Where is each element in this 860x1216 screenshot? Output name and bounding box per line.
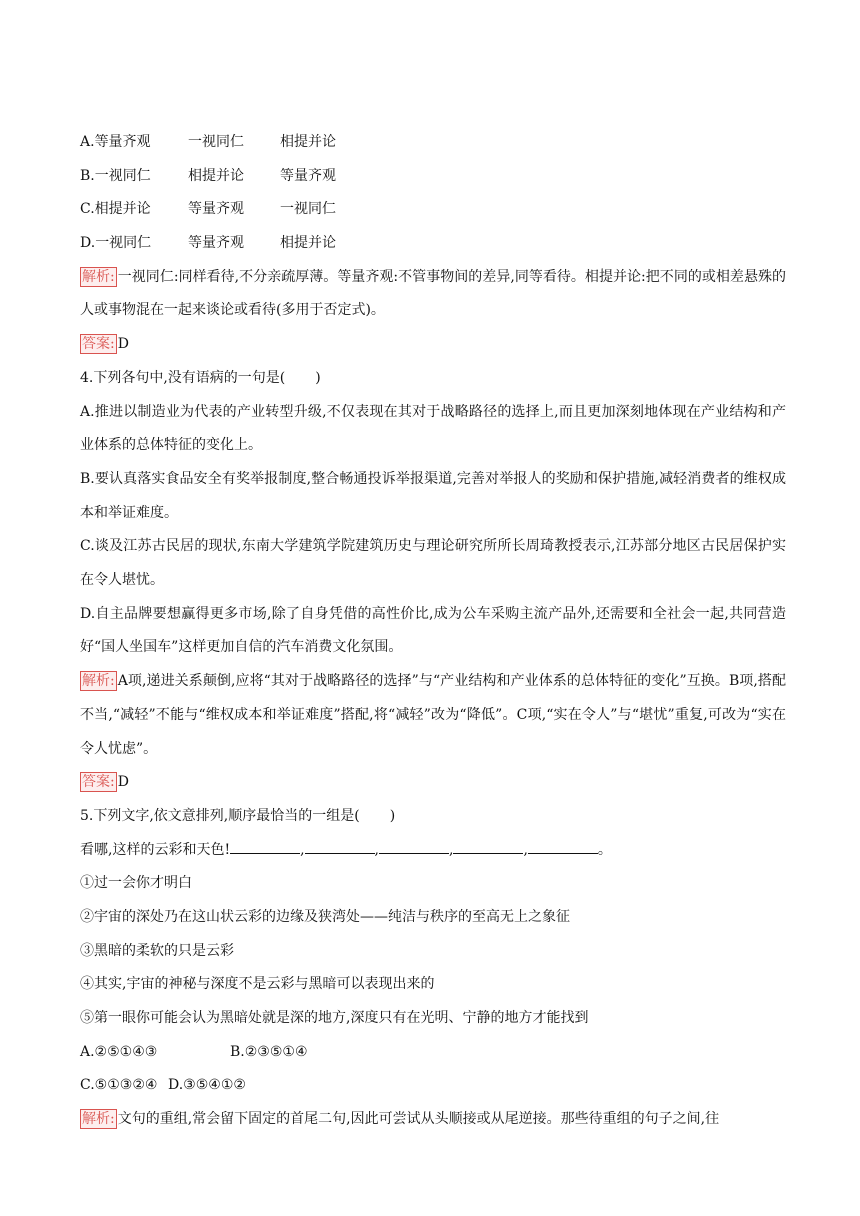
q3-option-a: A.等量齐观 一视同仁 相提并论	[80, 134, 336, 150]
q4-analysis: 解析: A项,递进关系颠倒,应将“其对于战略路径的选择”与“产业结构和产业体系的总体特征的变化”互换。B项,搭配不当,“减轻”不能与“维权成本和举证难度”搭配,将“减轻”改为“降低”。C项,“实在令人”与“堪忧”重复,可改为“实在令人忧虑”。	[80, 673, 786, 757]
blank-5	[528, 837, 598, 854]
q5-item-3: ③黑暗的柔软的只是云彩	[80, 942, 234, 959]
answer-tag: 答案:	[82, 336, 115, 353]
q5-lead: 看哪,这样的云彩和天色! , , , , 。	[80, 834, 786, 868]
q5-item-2: ②宇宙的深处乃在这山状云彩的边缘及狭湾处——纯洁与秩序的至高无上之象征	[80, 909, 570, 926]
q5-item-1: ①过一会你才明白	[80, 875, 192, 892]
q3-answer: 答案: D	[82, 336, 129, 353]
q4-answer: 答案: D	[82, 774, 129, 791]
analysis-tag: 解析:	[82, 268, 115, 285]
q3-option-b: B.一视同仁 相提并论 等量齐观	[80, 167, 336, 184]
analysis-tag: 解析:	[82, 1111, 115, 1128]
blank-2	[305, 837, 375, 854]
q4-option-c: C.谈及江苏古民居的现状,东南大学建筑学院建筑历史与理论研究所所长周琦教授表示,江苏部分地区古民居保护实在令人堪忧。	[80, 538, 786, 589]
q4-stem: 4.下列各句中,没有语病的一句是( )	[80, 369, 321, 386]
q4-option-d: D.自主品牌要想赢得更多市场,除了自身凭借的高性价比,成为公车采购主流产品外,还需要和全社会一起,共同营造好“国人坐国车”这样更加自信的汽车消费文化氛围。	[80, 605, 786, 656]
blank-1	[230, 837, 300, 854]
q4-option-a: A.推进以制造业为代表的产业转型升级,不仅表现在其对于战略路径的选择上,而且更加深刻地体现在产业结构和产业体系的总体特征的变化上。	[80, 403, 786, 454]
q3-option-c: C.相提并论 等量齐观 一视同仁	[80, 201, 336, 218]
q5-analysis: 解析: 文句的重组,常会留下固定的首尾二句,因此可尝试从头顺接或从尾逆接。那些待重组的句子之间,往	[82, 1111, 720, 1128]
q5-choices-cd: C.⑤①③②④ D.③⑤④①②	[80, 1077, 246, 1094]
q3-analysis: 解析: 一视同仁:同样看待,不分亲疏厚薄。等量齐观:不管事物间的差异,同等看待。相提并论:把不同的或相差悬殊的人或事物混在一起来谈论或看待(多用于否定式)。	[80, 268, 786, 319]
q5-item-4: ④其实,宇宙的神秘与深度不是云彩与黑暗可以表现出来的	[80, 976, 435, 993]
q5-choices-ab: A.②⑤①④③ B.②③⑤①④	[80, 1043, 308, 1060]
analysis-tag: 解析:	[82, 673, 115, 690]
document-page	[80, 126, 786, 1137]
q5-stem: 5.下列文字,依文意排列,顺序最恰当的一组是( )	[80, 807, 396, 824]
blank-3	[379, 837, 449, 854]
answer-tag: 答案:	[82, 774, 115, 791]
q4-option-b: B.要认真落实食品安全有奖举报制度,整合畅通投诉举报渠道,完善对举报人的奖励和保护措施,减轻消费者的维权成本和举证难度。	[80, 470, 786, 521]
blank-4	[453, 837, 523, 854]
q3-option-d: D.一视同仁 等量齐观 相提并论	[80, 235, 336, 252]
q5-item-5: ⑤第一眼你可能会认为黑暗处就是深的地方,深度只有在光明、宁静的地方才能找到	[80, 1010, 589, 1027]
